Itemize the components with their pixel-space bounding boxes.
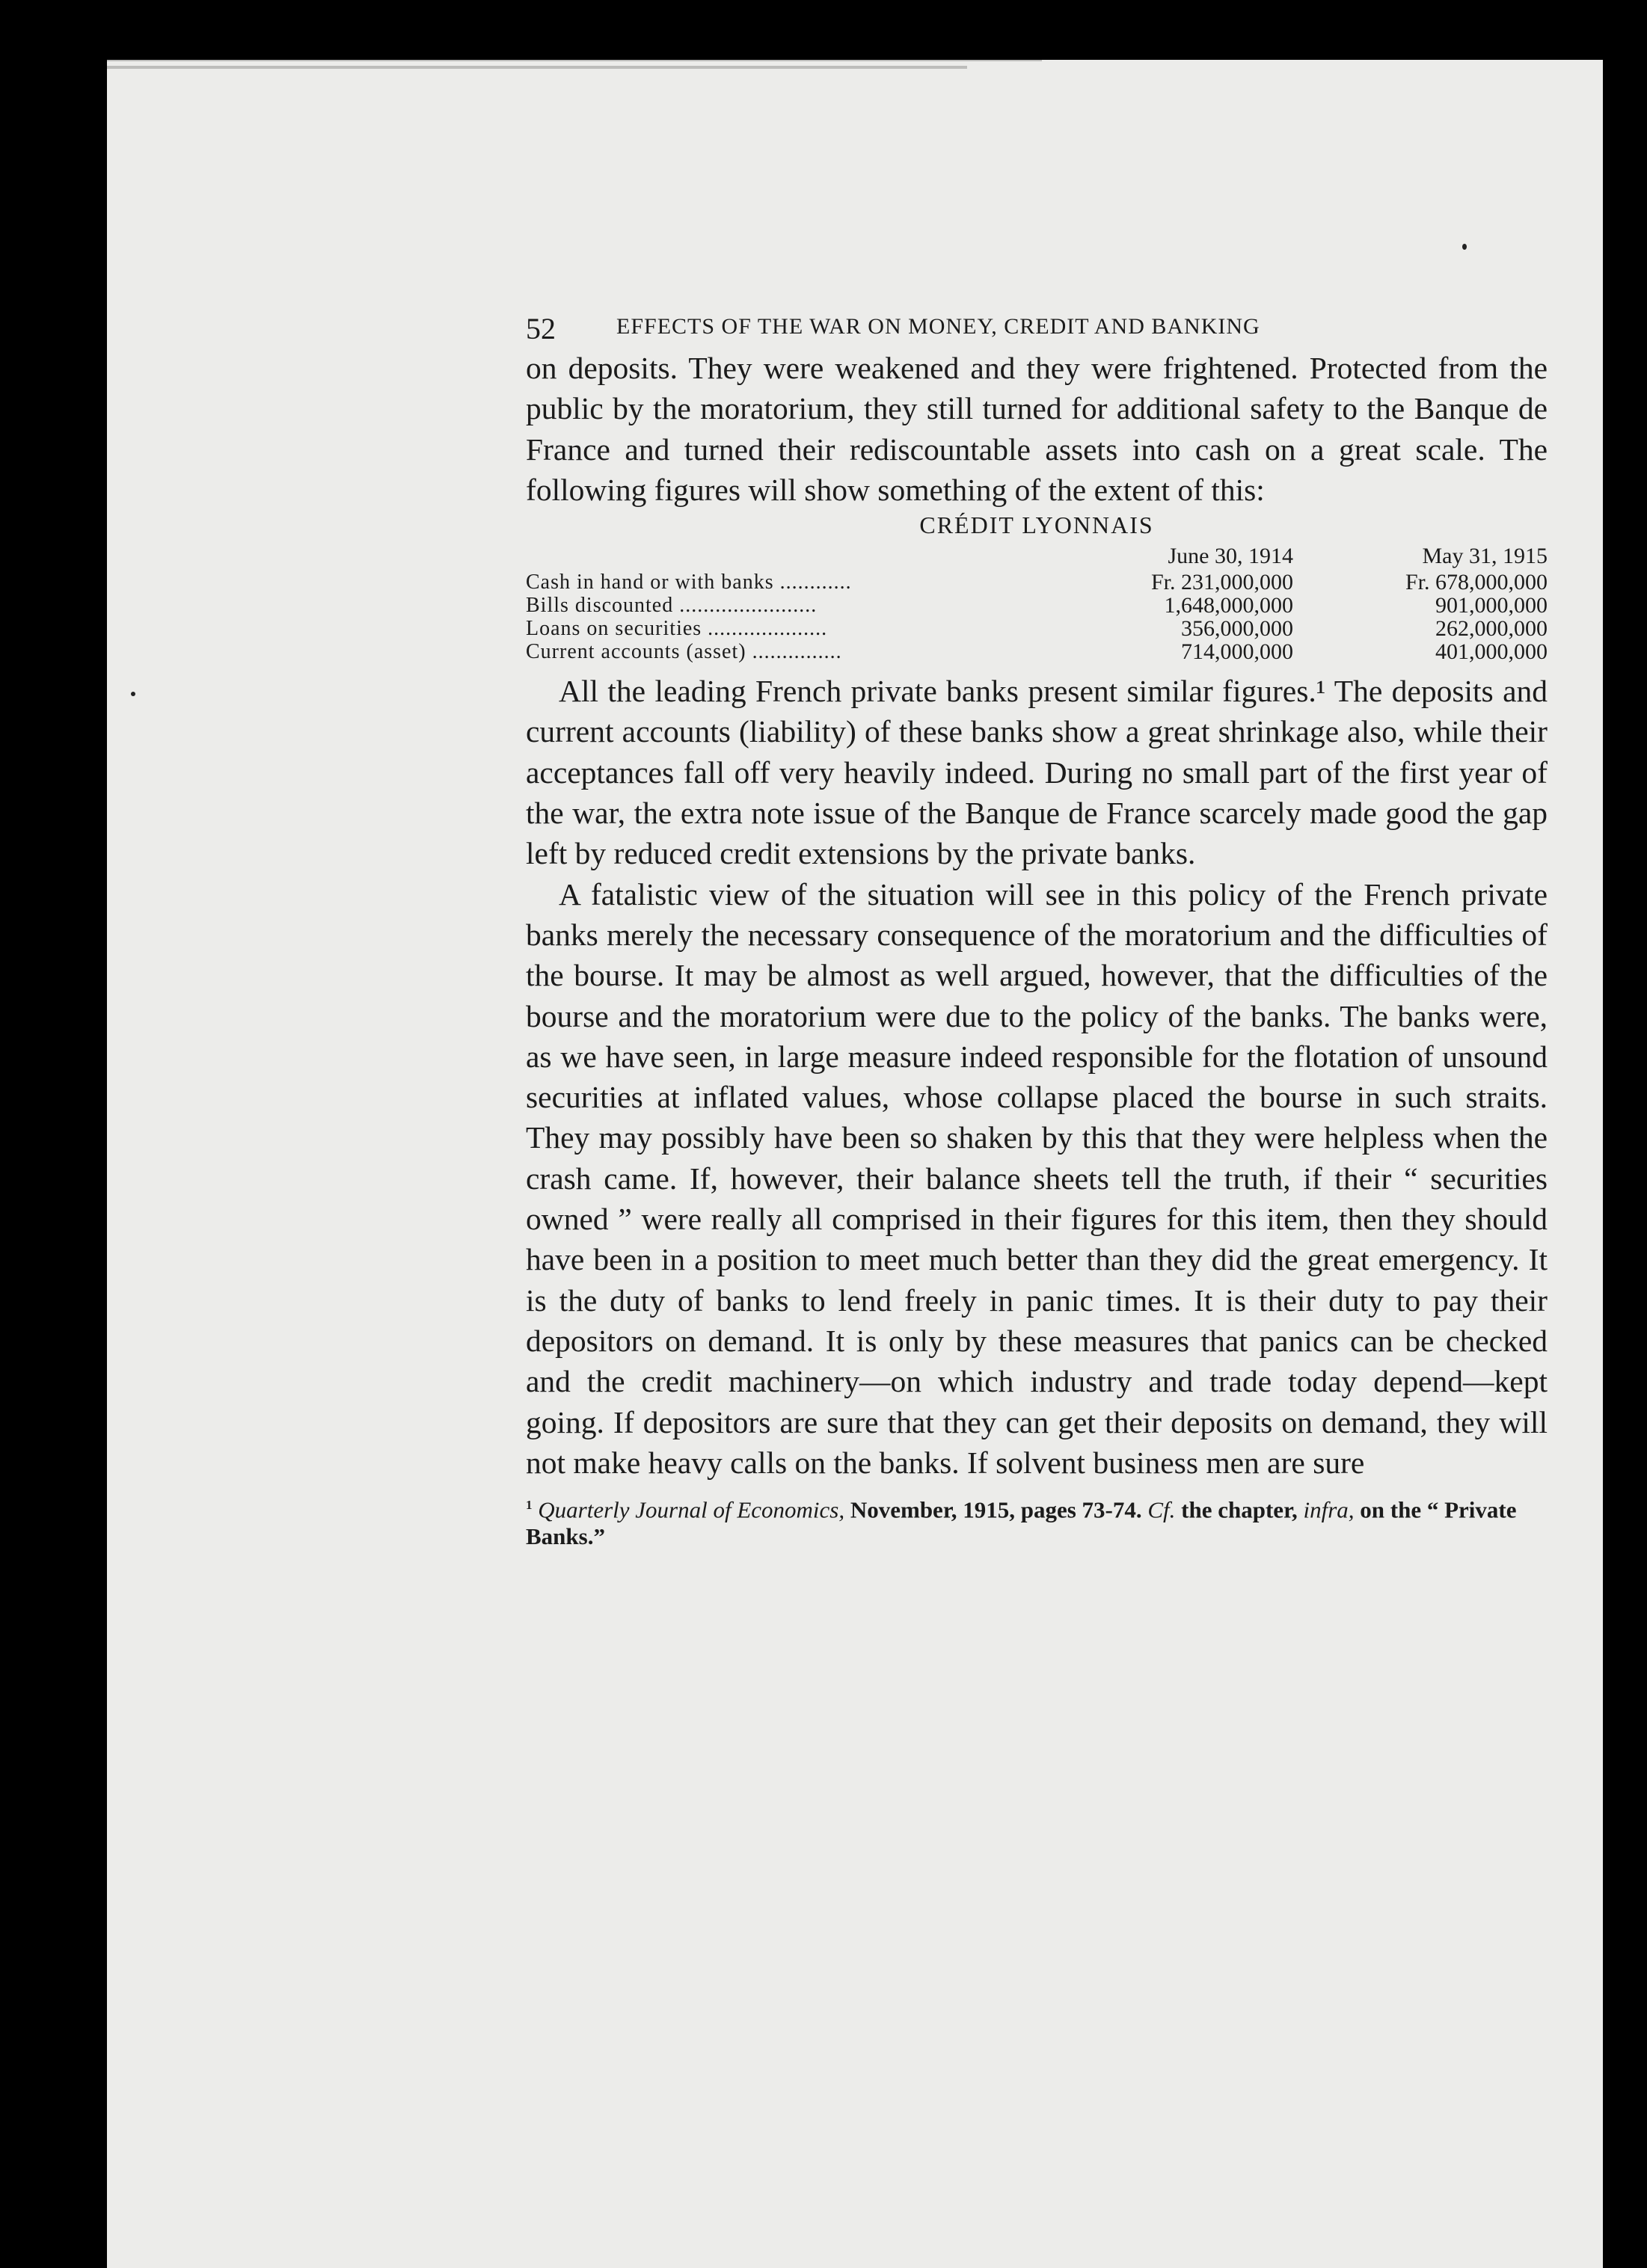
footnote-infra: infra,	[1303, 1496, 1355, 1523]
value-1914: 714,000,000	[1181, 639, 1293, 665]
value-1915: Fr. 678,000,000	[1405, 570, 1548, 595]
footnote-cf: Cf.	[1147, 1496, 1176, 1523]
book-page	[107, 60, 1603, 2268]
page-number: 52	[526, 312, 556, 345]
table-title: CRÉDIT LYONNAIS	[919, 511, 1154, 539]
row-label: Current accounts (asset) ...............	[526, 640, 842, 664]
value-1915: 901,000,000	[1435, 593, 1548, 618]
footnote-text: on the “ Private Banks.”	[526, 1496, 1517, 1550]
paragraph: A fatalistic view of the situation will see in this policy of the French private banks merely the necessary consequence of the moratorium and the difficulties of the bourse. It may be almost as well argued, however, that the difficulties of the bourse and the moratorium were due to the policy of the banks. The banks were, as we have seen, in large measure indeed responsible for the flotation of unsound securities at inflated values, whose collapse placed the bourse in such straits. They may possibly have been so shaken by this that they were helpless when the crash came. If, however, their balance sheets tell the truth, if their “ securities owned ” were really all comprised in their figures for this item, then they should have been in a position to meet much better than they did the great emergency. It is the duty of banks to lend freely in panic times. It is their duty to pay their depositors on demand. It is only by these measures that panics can be checked and the credit machinery—on which industry and trade today depend—kept going. If depositors are sure that they can get their deposits on demand, they will not make heavy calls on the banks. If solvent business men are sure	[526, 876, 1548, 1480]
speck-mark	[1462, 244, 1467, 250]
table-row	[526, 594, 1548, 617]
running-header	[526, 298, 1548, 350]
value-1914: Fr. 231,000,000	[1150, 570, 1293, 595]
page-edge-shadow	[107, 66, 967, 69]
value-1914: 1,648,000,000	[1164, 593, 1293, 618]
figures-table	[526, 542, 1548, 663]
table-row	[526, 640, 1548, 663]
column-header: June 30, 1914	[1168, 544, 1293, 569]
footnote-text: the chapter,	[1175, 1496, 1304, 1523]
table-header-row	[526, 542, 1548, 571]
footnote-text: November, 1915, pages 73-74.	[844, 1496, 1148, 1523]
paragraph: on deposits. They were weakened and they were frightened. Protected from the public by the moratorium, they still turned for additional safety to the Banque de France and turned their rediscountable assets into cash on a great scale. The following figures will show something of the extent of this:	[526, 351, 1548, 507]
journal-title: Quarterly Journal of Economics,	[538, 1496, 845, 1523]
value-1915: 401,000,000	[1435, 639, 1548, 665]
value-1915: 262,000,000	[1435, 616, 1548, 642]
running-title: EFFECTS OF THE WAR ON MONEY, CREDIT AND BANKING	[616, 314, 1260, 339]
row-label: Loans on securities ....................	[526, 617, 828, 641]
body-text	[526, 348, 1548, 1550]
value-1914: 356,000,000	[1181, 616, 1293, 642]
row-label: Cash in hand or with banks ............	[526, 571, 852, 594]
speck-mark	[131, 692, 135, 696]
row-label: Bills discounted .......................	[526, 594, 818, 618]
page-edge-shadow	[107, 60, 1042, 61]
footnote	[526, 1492, 1548, 1550]
column-header: May 31, 1915	[1422, 544, 1548, 569]
footnote-marker: 1	[526, 1498, 533, 1513]
table-row	[526, 571, 1548, 594]
paragraph: All the leading French private banks present similar figures.¹ The deposits and current accounts (liability) of these banks show a great shrinkage also, while their acceptances fall off very heavily indeed. During no small part of the first year of the war, the extra note issue of the Banque de France scarcely made good the gap left by reduced credit extensions by the private banks.	[526, 674, 1548, 871]
table-row	[526, 617, 1548, 640]
